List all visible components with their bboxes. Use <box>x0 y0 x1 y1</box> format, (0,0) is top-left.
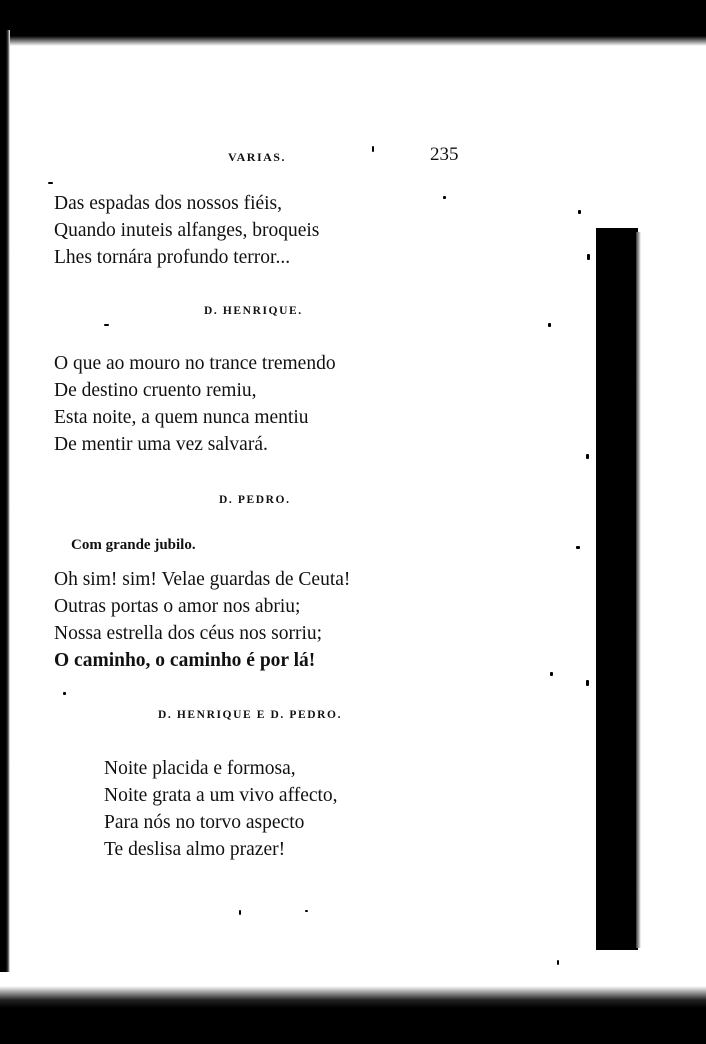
scan-speck <box>586 454 589 459</box>
stanza-2 <box>54 350 336 458</box>
scan-speck <box>63 692 66 695</box>
speaker-heading-henrique: D. HENRIQUE. <box>204 305 303 317</box>
verse-line: Noite placida e formosa, <box>104 758 296 779</box>
scan-border-top-fade <box>0 36 706 46</box>
verse-line: De destino cruento remiu, <box>54 380 257 401</box>
verse-line: Esta noite, a quem nunca mentiu <box>54 407 309 428</box>
scan-speck <box>578 210 581 214</box>
scan-speck <box>587 254 590 260</box>
scan-speck <box>104 324 109 326</box>
scan-margin-bar <box>596 228 638 950</box>
verse-line: O caminho, o caminho é por lá! <box>54 650 316 671</box>
stanza-1 <box>54 190 319 271</box>
verse-line: Oh sim! sim! Velae guardas de Ceuta! <box>54 569 351 590</box>
running-head: VARIAS. <box>228 150 286 164</box>
stanza-4 <box>104 755 338 863</box>
verse-line: Te deslisa almo prazer! <box>104 839 286 860</box>
verse-line: Noite grata a um vivo affecto, <box>104 785 338 806</box>
scan-border-bottom <box>0 986 706 1044</box>
scan-speck <box>48 182 53 184</box>
scan-speck <box>576 546 580 549</box>
verse-line: Nossa estrella dos céus nos sorriu; <box>54 623 323 644</box>
scan-speck <box>305 910 308 912</box>
page-number: 235 <box>430 144 459 165</box>
speaker-heading-pedro: D. PEDRO. <box>219 494 291 506</box>
scan-speck <box>550 672 553 676</box>
scan-speck <box>548 323 551 327</box>
stanza-3 <box>54 566 350 674</box>
stage-direction: Com grande jubilo. <box>71 537 196 553</box>
scan-border-left <box>0 30 10 1010</box>
scan-margin-bar-edge <box>636 232 641 948</box>
verse-line: De mentir uma vez salvará. <box>54 434 268 455</box>
verse-line: Lhes tornára profundo terror... <box>54 247 291 268</box>
verse-line: Das espadas dos nossos fiéis, <box>54 193 283 214</box>
scan-speck <box>557 960 559 965</box>
verse-line: Quando inuteis alfanges, broqueis <box>54 220 320 241</box>
scan-speck <box>443 196 446 199</box>
verse-line: Outras portas o amor nos abriu; <box>54 596 301 617</box>
verse-line: Para nós no torvo aspecto <box>104 812 305 833</box>
scan-speck <box>372 146 374 152</box>
speaker-heading-henrique-e-pedro: D. HENRIQUE E D. PEDRO. <box>158 709 343 721</box>
verse-line: O que ao mouro no trance tremendo <box>54 353 336 374</box>
scan-speck <box>586 680 589 686</box>
scan-speck <box>239 910 241 915</box>
